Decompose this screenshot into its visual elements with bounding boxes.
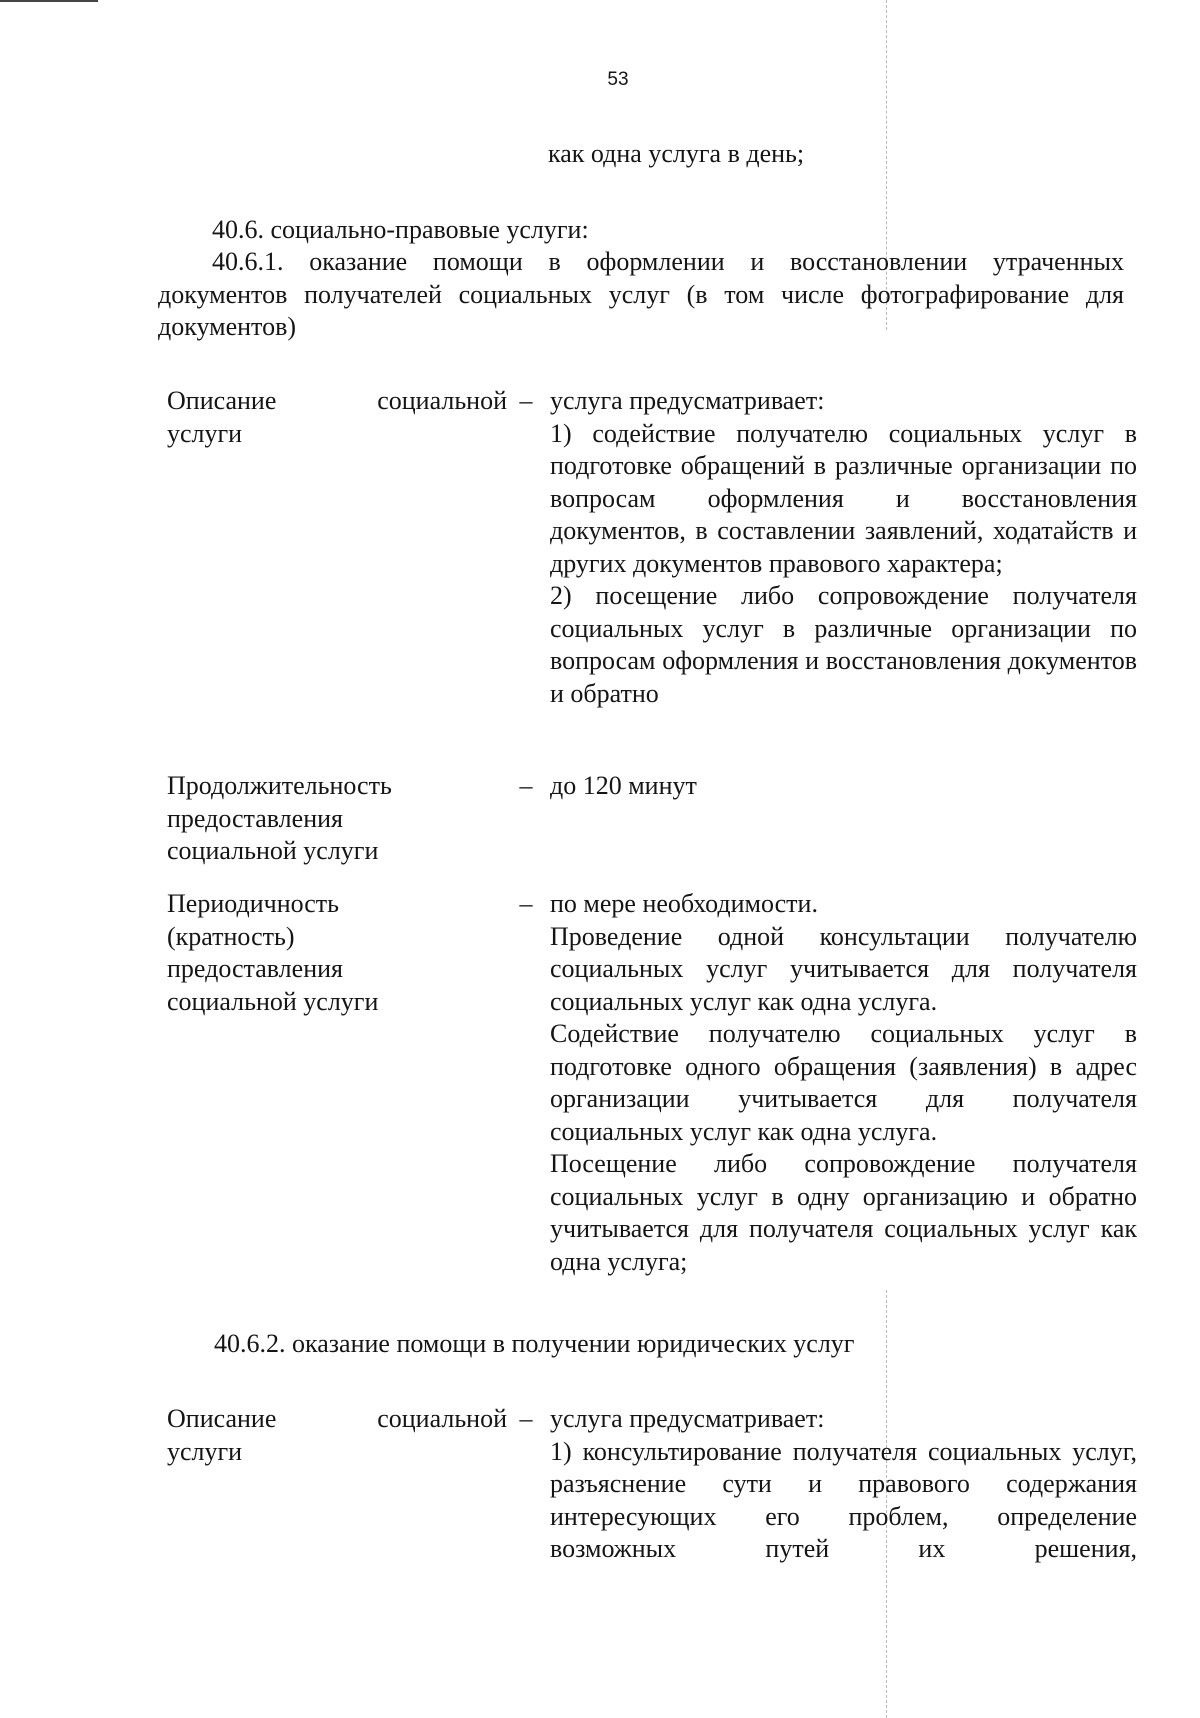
- label-line: Периодичность: [167, 889, 340, 918]
- continuation-text: как одна услуга в день;: [548, 139, 805, 168]
- label-line: социальной услуги: [167, 986, 379, 1016]
- label-word: социальной: [377, 1404, 507, 1433]
- row-label: [167, 770, 497, 868]
- value-paragraph: по мере необходимости.: [550, 889, 818, 918]
- label-word: услуги: [167, 418, 243, 448]
- subsection-title-line: 40.6.1. оказание помощи в оформлении и восстановлении утраченных: [212, 247, 1124, 276]
- page-number: 53: [607, 69, 629, 90]
- row-value: [550, 888, 1137, 1278]
- label-line: Продолжительность: [167, 771, 392, 800]
- section-heading: 40.6. социально-правовые услуги:: [212, 215, 589, 244]
- row-label: [167, 385, 507, 450]
- value-paragraph: 2) посещение либо сопровождение получателя социальных услуг в различные организации по вопросам оформления и восстановления документов и обратно: [550, 581, 1137, 708]
- row-dash: –: [519, 771, 533, 800]
- value-paragraph: 1) консультирование получателя социальных услуг, разъяснение сути и правового содержания интересующих его проблем, определение возможных путей их решения,: [550, 1436, 1137, 1563]
- label-line: предоставления: [167, 954, 343, 983]
- value-paragraph: Проведение одной консультации получателю социальных услуг учитывается для получателя социальных услуг как одна услуга.: [550, 921, 1137, 1016]
- value-paragraph: Содействие получателю социальных услуг в подготовке одного обращения (заявления) в адрес организации учитывается для получателя социальных услуг как одна услуга.: [550, 1019, 1137, 1146]
- value-paragraph: Посещение либо сопровождение получателя социальных услуг в одну организацию и обратно учитывается для получателя социальных услуг как одна услуга;: [550, 1149, 1137, 1276]
- label-line: социальной услуги: [167, 836, 379, 865]
- row-value: [550, 770, 1137, 803]
- label-word: социальной: [377, 386, 507, 415]
- value-paragraph: 1) содействие получателю социальных услуг в подготовке обращений в различные организации по вопросам оформления и восстановления документов, в составлении заявлений, ходатайств и других документов правового характера;: [550, 418, 1137, 578]
- scan-corner-mark: [0, 0, 98, 2]
- row-value: [550, 1403, 1137, 1566]
- row-dash: –: [519, 889, 533, 918]
- row-dash: –: [519, 386, 533, 415]
- subsection-title-line: документов получателей социальных услуг (в том числе фотографирование для: [158, 280, 1124, 309]
- subsection-title: 40.6.2. оказание помощи в получении юридических услуг: [214, 1329, 855, 1358]
- subsection-title-line: документов): [158, 312, 297, 341]
- row-label: [167, 1403, 507, 1468]
- label-line: предоставления: [167, 803, 343, 833]
- value-paragraph: услуга предусматривает:: [550, 386, 825, 415]
- label-word: Описание: [167, 386, 277, 415]
- label-line: (кратность): [167, 921, 295, 951]
- row-dash: –: [519, 1404, 533, 1433]
- row-value: [550, 385, 1137, 710]
- row-label: [167, 888, 497, 1018]
- label-word: Описание: [167, 1404, 277, 1433]
- label-word: услуги: [167, 1436, 243, 1466]
- value-paragraph: до 120 минут: [550, 771, 697, 800]
- value-paragraph: услуга предусматривает:: [550, 1404, 825, 1433]
